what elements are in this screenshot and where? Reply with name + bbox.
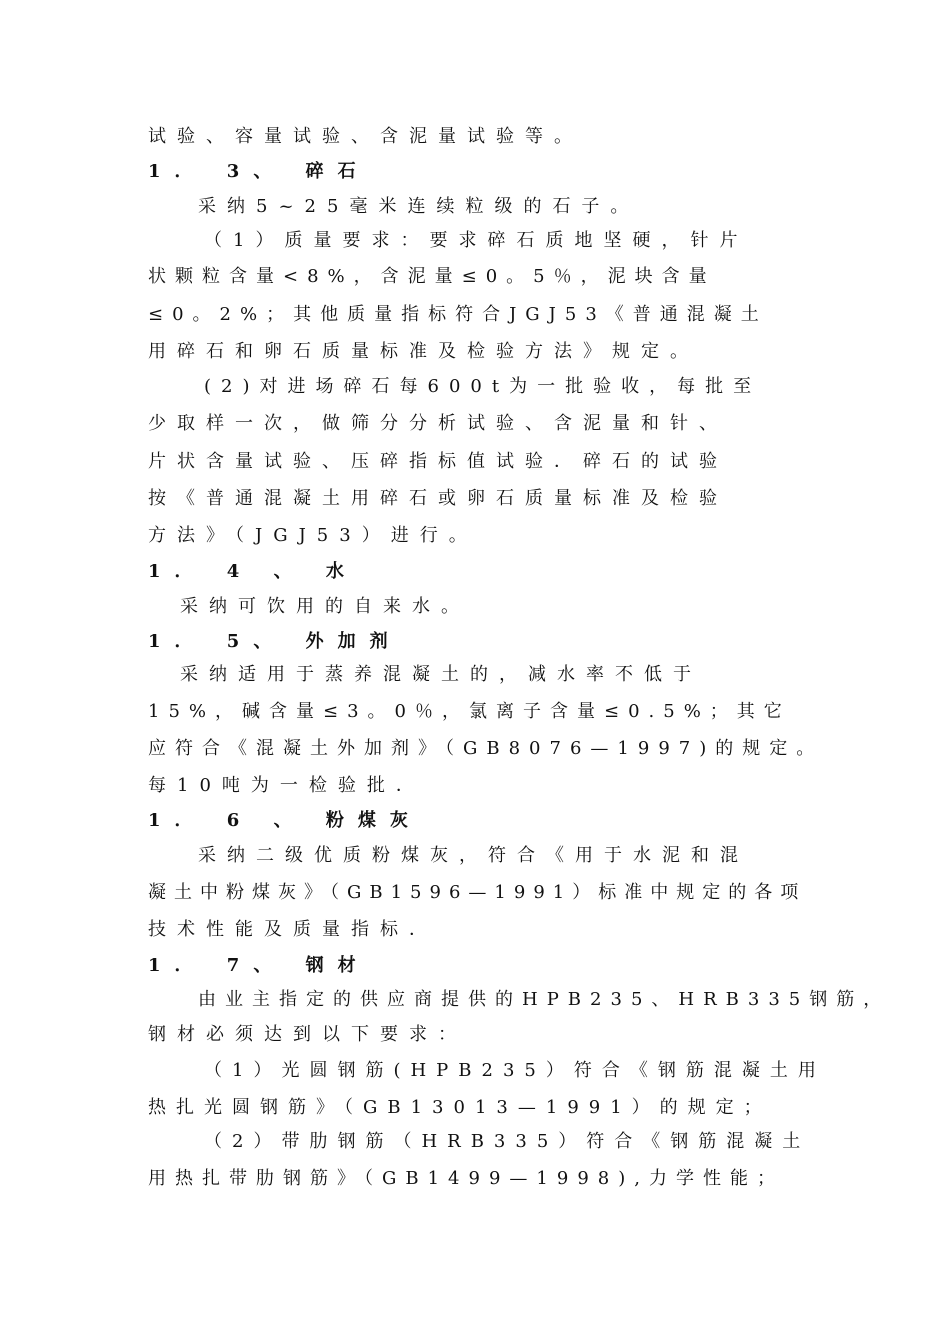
text-line-14: 采纳可饮用的自来水。 <box>180 596 470 617</box>
text-line-29: （2）带肋钢筋（HRB335）符合《钢筋混凝土 <box>204 1131 811 1152</box>
text-line-10: 片状含量试验、压碎指标值试验．碎石的试验 <box>148 451 728 472</box>
text-line-4: （1）质量要求：要求碎石质地坚硬，针片 <box>204 230 749 251</box>
text-line-25: 由业主指定的供应商提供的HPB235、HRB335钢筋， <box>198 989 891 1010</box>
text-line-18: 应符合《混凝土外加剂》（GB8076—1997)的规定。 <box>148 738 824 759</box>
text-line-9: 少取样一次，做筛分分析试验、含泥量和针、 <box>148 413 728 434</box>
text-line-11: 按《普通混凝土用碎石或卵石质量标准及检验 <box>148 488 728 509</box>
section-heading-1-6: 1． 6 、 粉煤灰 <box>148 810 422 831</box>
text-line-23: 技术性能及质量指标． <box>148 919 438 940</box>
text-line-6: ≤0。2%；其他质量指标符合JGJ53《普通混凝土 <box>148 304 768 325</box>
text-line-8: (2)对进场碎石每600t为一批验收，每批至 <box>204 376 762 397</box>
text-line-28: 热扎光圆钢筋》（GB13013—1991）的规定； <box>148 1097 772 1118</box>
text-line-3: 采纳5~25毫米连续粒级的石子。 <box>198 196 640 217</box>
text-line-22: 凝土中粉煤灰》（GB1596—1991）标准中规定的各项 <box>148 882 807 903</box>
text-line-1: 试验、容量试验、含泥量试验等。 <box>148 126 583 147</box>
text-line-5: 状颗粒含量<8%，含泥量≤0。5％，泥块含量 <box>148 266 716 287</box>
text-line-19: 每10吨为一检验批． <box>148 775 425 796</box>
text-line-21: 采纳二级优质粉煤灰，符合《用于水泥和混 <box>198 845 749 866</box>
text-line-27: （1）光圆钢筋(HPB235）符合《钢筋混凝土用 <box>204 1060 826 1081</box>
section-heading-1-3: 1． 3、 碎石 <box>148 161 370 182</box>
text-line-16: 采纳适用于蒸养混凝土的，减水率不低于 <box>180 664 702 685</box>
section-heading-1-4: 1． 4 、 水 <box>148 561 358 582</box>
text-line-7: 用碎石和卵石质量标准及检验方法》规定。 <box>148 341 699 362</box>
text-line-12: 方法》（JGJ53）进行。 <box>148 525 478 546</box>
text-line-30: 用热扎带肋钢筋》（GB1499—1998),力学性能； <box>148 1168 784 1189</box>
section-heading-1-7: 1． 7、 钢材 <box>148 955 370 976</box>
section-heading-1-5: 1． 5、 外加剂 <box>148 631 402 652</box>
text-line-17: 15%，碱含量≤3。0％，氯离子含量≤0.5%；其它 <box>148 701 791 722</box>
text-line-26: 钢材必须达到以下要求： <box>148 1024 467 1045</box>
